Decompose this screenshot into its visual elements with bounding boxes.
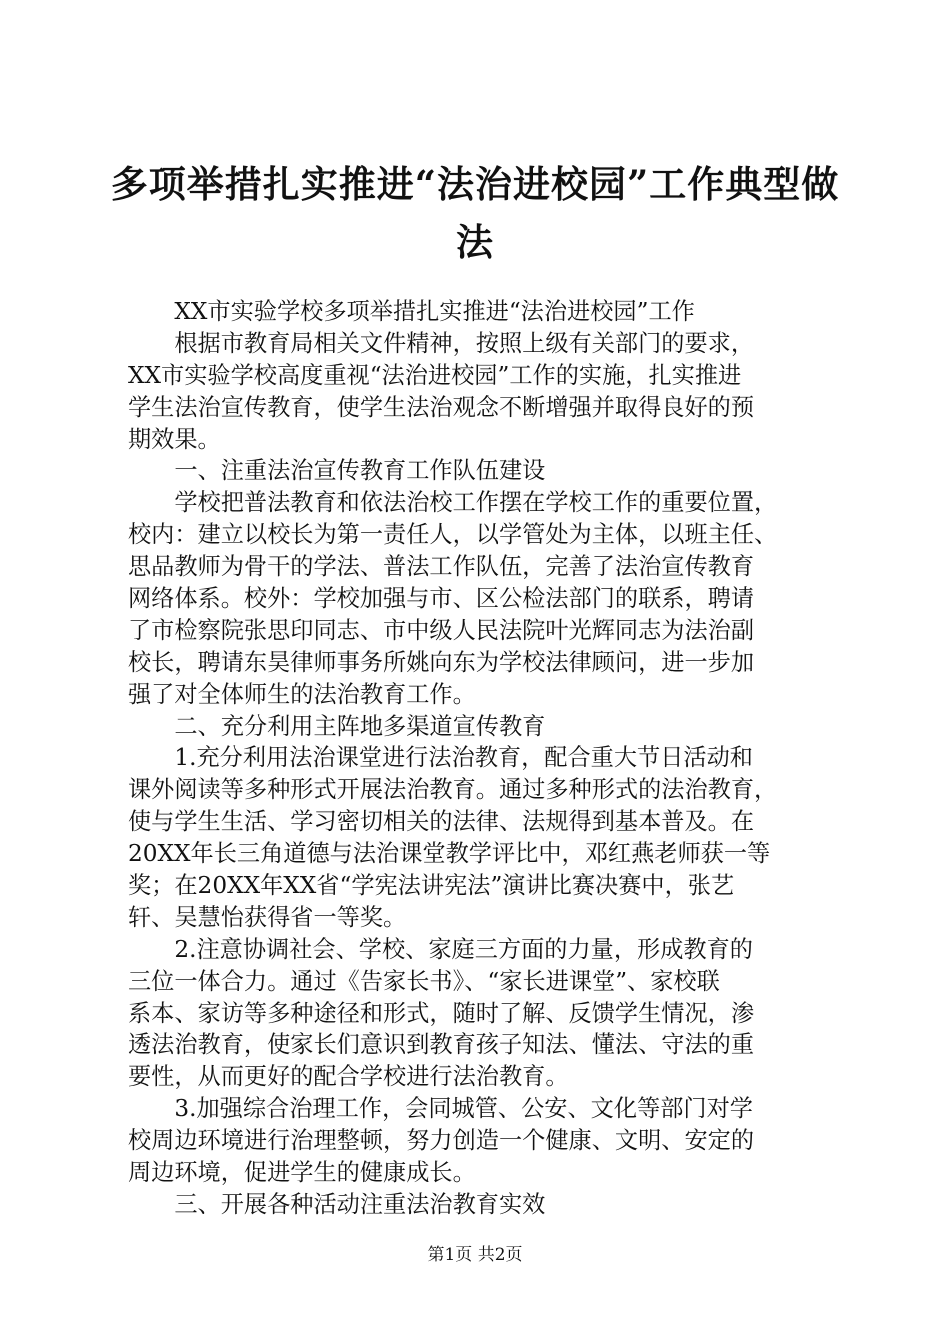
document-body bbox=[128, 296, 840, 1221]
body-line: XX市实验学校多项举措扎实推进“法治进校园”工作 bbox=[128, 298, 695, 325]
body-line: 课外阅读等多种形式开展法治教育。通过多种形式的法治教育， bbox=[128, 776, 778, 804]
section-heading: 二、充分利用主阵地多渠道宣传教育 bbox=[128, 712, 546, 740]
body-line: 周边环境，促进学生的健康成长。 bbox=[128, 1159, 476, 1187]
body-line: 三位一体合力。通过《告家长书》、“家长进课堂”、家校联 bbox=[128, 967, 720, 995]
body-line: 强了对全体师生的法治教育工作。 bbox=[128, 680, 476, 708]
body-line: 透法治教育，使家长们意识到教育孩子知法、懂法、守法的重 bbox=[128, 1031, 755, 1059]
body-line: 3.加强综合治理工作，会同城管、公安、文化等部门对学 bbox=[128, 1095, 753, 1123]
body-line: XX市实验学校高度重视“法治进校园”工作的实施，扎实推进 bbox=[128, 361, 742, 389]
document-title-line-2: 法 bbox=[456, 220, 494, 264]
body-line: 轩、吴慧怡获得省一等奖。 bbox=[128, 903, 407, 931]
body-line: 1.充分利用法治课堂进行法治教育，配合重大节日活动和 bbox=[128, 744, 753, 772]
body-line: 网络体系。校外：学校加强与市、区公检法部门的联系，聘请 bbox=[128, 585, 755, 613]
body-line: 根据市教育局相关文件精神，按照上级有关部门的要求， bbox=[128, 329, 755, 357]
body-line: 要性，从而更好的配合学校进行法治教育。 bbox=[128, 1063, 569, 1091]
body-line: 校周边环境进行治理整顿，努力创造一个健康、文明、安定的 bbox=[128, 1127, 755, 1155]
body-line: 学校把普法教育和依法治校工作摆在学校工作的重要位置， bbox=[128, 489, 778, 517]
section-heading: 一、注重法治宣传教育工作队伍建设 bbox=[128, 457, 546, 485]
body-line: 期效果。 bbox=[128, 425, 221, 453]
document-title-line-1: 多项举措扎实推进“法治进校园”工作典型做 bbox=[110, 162, 840, 206]
body-line: 学生法治宣传教育，使学生法治观念不断增强并取得良好的预 bbox=[128, 393, 755, 421]
body-line: 奖；在20XX年XX省“学宪法讲宪法”演讲比赛决赛中，张艺 bbox=[128, 872, 735, 900]
body-line: 20XX年长三角道德与法治课堂教学评比中，邓红燕老师获一等 bbox=[128, 840, 771, 868]
section-heading: 三、开展各种活动注重法治教育实效 bbox=[128, 1190, 546, 1218]
body-line: 校内：建立以校长为第一责任人，以学管处为主体，以班主任、 bbox=[128, 521, 778, 549]
body-line: 校长，聘请东昊律师事务所姚向东为学校法律顾问，进一步加 bbox=[128, 648, 755, 676]
body-line: 使与学生生活、学习密切相关的法律、法规得到基本普及。在 bbox=[128, 808, 755, 836]
body-line: 2.注意协调社会、学校、家庭三方面的力量，形成教育的 bbox=[128, 935, 753, 963]
body-line: 系本、家访等多种途径和形式，随时了解、反馈学生情况，渗 bbox=[128, 999, 755, 1027]
page-number-footer: 第1页 共2页 bbox=[427, 1245, 523, 1265]
body-line: 思品教师为骨干的学法、普法工作队伍，完善了法治宣传教育 bbox=[128, 553, 755, 581]
body-line: 了市检察院张思印同志、市中级人民法院叶光辉同志为法治副 bbox=[128, 616, 755, 644]
